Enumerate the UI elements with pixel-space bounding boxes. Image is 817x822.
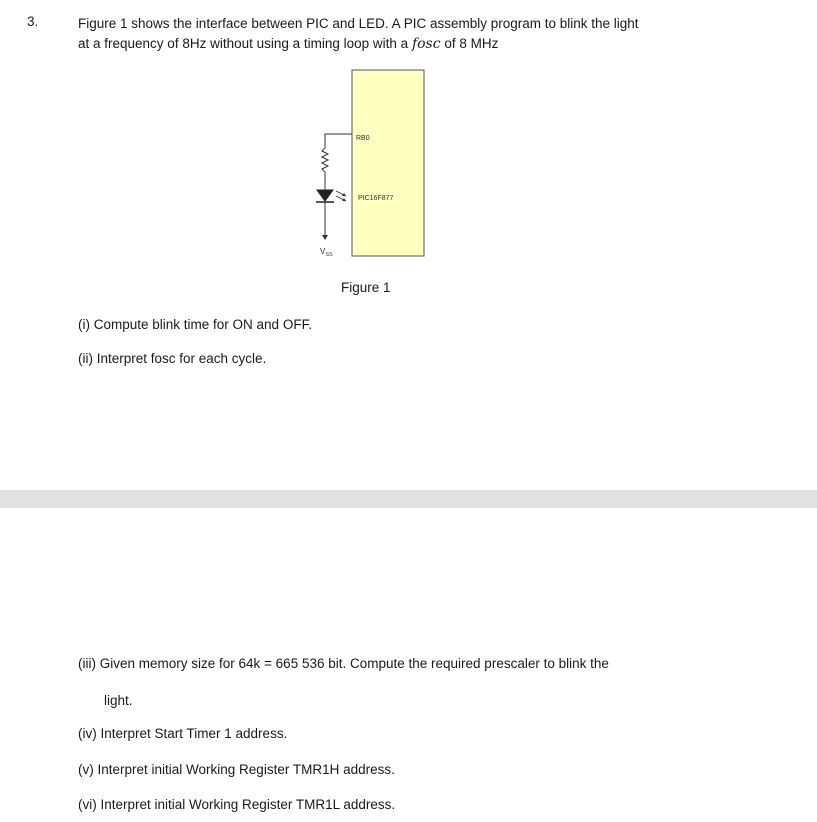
led-diode — [317, 190, 333, 201]
pin-label-rb0: RB0 — [356, 135, 370, 142]
question-line-2-suffix: of 8 MHz — [440, 36, 499, 51]
question-line-1: Figure 1 shows the interface between PIC and LED. A PIC assembly program to blink the light — [78, 16, 639, 31]
resistor — [322, 148, 328, 172]
item-iii: (iii) Given memory size for 64k = 665 536 bit. Compute the required prescaler to blink the — [78, 656, 609, 671]
item-ii: (ii) Interpret fosc for each cycle. — [78, 351, 267, 366]
circuit-diagram — [300, 68, 440, 268]
page-break — [0, 490, 817, 508]
circuit-figure — [300, 68, 440, 268]
fosc-variable: fosc — [411, 36, 441, 52]
vss-arrowhead — [322, 235, 328, 240]
vss-label-sub: SS — [325, 252, 333, 258]
item-vi: (vi) Interpret initial Working Register TMR1L address. — [78, 797, 396, 812]
question-text — [78, 14, 758, 54]
question-line-2 — [78, 34, 758, 54]
chip-label: PIC16F877 — [358, 195, 394, 202]
vss-label — [320, 247, 333, 258]
question-line-2-prefix: at a frequency of 8Hz without using a timing loop with a — [78, 36, 412, 51]
item-v: (v) Interpret initial Working Register TMR1H address. — [78, 762, 395, 777]
page-lower — [0, 508, 817, 822]
vss-label-main: V — [320, 247, 326, 256]
item-i: (i) Compute blink time for ON and OFF. — [78, 317, 313, 332]
figure-caption: Figure 1 — [341, 280, 391, 295]
pic-chip — [352, 70, 424, 256]
item-iii-continued: light. — [104, 693, 133, 708]
question-number: 3. — [27, 14, 39, 29]
wire-rb0 — [325, 134, 352, 148]
item-iv: (iv) Interpret Start Timer 1 address. — [78, 726, 288, 741]
